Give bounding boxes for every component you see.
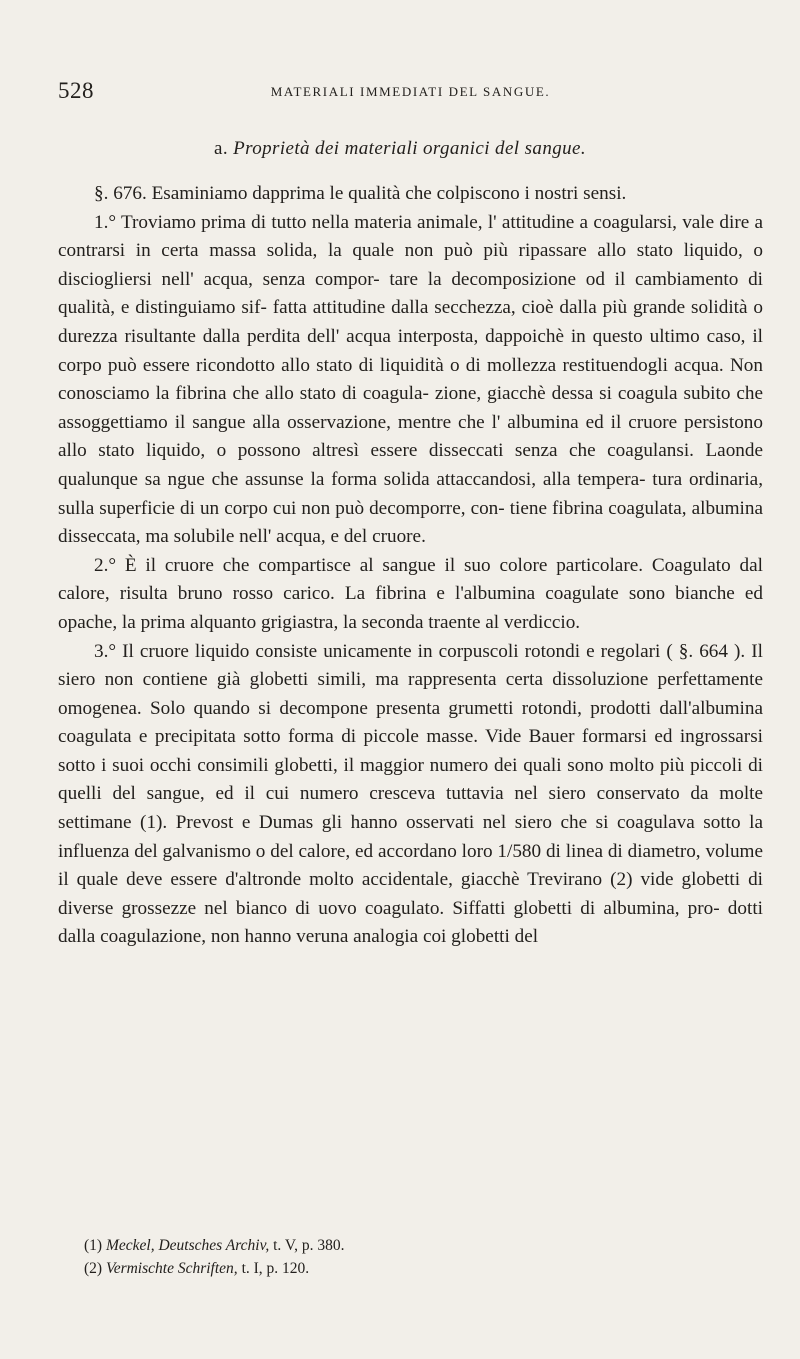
running-head: MATERIALI IMMEDIATI DEL SANGUE. [270,84,551,99]
footnote-work: Vermischte Schriften, [105,1260,238,1277]
footnote-number: (1) [84,1237,103,1254]
paragraph-3: 3.° Il cruore liquido consiste unicamente in corpuscoli rotondi e regolari ( §. 664 ). Il siero non contiene già globetti simili, ma rappresenta certa dissoluzione perfettamente omogenea. Solo quando si decompone presenta grumetti rotondi, prodotti dall'albumina coagulata e precipitata sotto forma di piccole masse. Vide Bauer formarsi ed ingrossarsi sotto i suoi occhi consimili globetti, il maggior numero dei quali sono molto più piccoli di quelli del sangue, ed il cui numero cresceva tuttavia nel siero conservato da molte settimane (1). Prevost e Dumas gli hanno osservati nel siero che si coagulava sotto la influenza del galvanismo o del calore, ed accordano loro 1/580 di linea di diametro, volume il quale deve essere d'altronde molto accidentale, giacchè Treviranо (2) vide globetti di diverse grossezze nel bianco di uovo coagulato. Siffatti globetti di albumina, pro- dotti dalla coagulazione, non hanno veruna analogia coi globetti del [58,640,763,948]
footnotes [84,1234,764,1280]
body-text [58,180,763,952]
footnote-author: Meckel, [105,1237,155,1254]
footnote-work: Deutsches Archiv, [158,1237,270,1254]
footnote-2 [84,1257,764,1280]
page-header [58,78,763,108]
footnote-ref: t. I, p. 120. [241,1260,310,1277]
paragraph-intro: §. 676. Esaminiamo dapprima le qualità che colpiscono i nostri sensi. [94,183,627,204]
footnote-ref: t. V, p. 380. [273,1237,345,1254]
section-title [0,138,800,160]
page-number: 528 [58,78,94,103]
footnote-number: (2) [84,1260,103,1277]
paragraph-2: 2.° È il cruore che compartisce al sangue il suo colore particolare. Coagulato dal calore, risulta bruno rosso carico. La fibrina e l'albumina coagulate sono bianche ed opache, la prima alquanto grigiastra, la seconda traente al verdiccio. [58,554,763,633]
paragraph-1: 1.° Troviamo prima di tutto nella materia animale, l' attitudine a coagularsi, vale dire a contrarsi in certa massa solida, la quale non può più ripassare allo stato liquido, o disciogliersi nell' acqua, senza compor- tare la decomposizione od il cambiamento di qualità, e distinguiamo sif- fatta attitudine dalla secchezza, cioè dalla più grande solidità o durezza risultante dalla perdita dell' acqua interposta, dappoichè in questo ultimo caso, il corpo può essere ricondotto allo stato di liquidità o di mollezza restituendogli acqua. Non conosciamo la fibrina che allo stato di coagula- zione, giacchè dessa si coagula subito che assoggettiamo il sangue alla osservazione, mentre che l' albumina ed il cruore persistono allo stato liquido, o possono altresì essere disseccati senza che coagulansi. Laonde qualunque sa ngue che assunse la forma solida attaccandosi, alla tempera- tura ordinaria, sulla superficie di un corpo cui non può decomporre, con- tiene fibrina coagulata, albumina disseccata, ma solubile nell' acqua, e del cruore. [58,211,763,548]
section-label: a. [213,138,228,159]
section-title-text: Proprietà dei materiali organici del sangue. [233,138,586,159]
footnote-1 [84,1234,764,1257]
